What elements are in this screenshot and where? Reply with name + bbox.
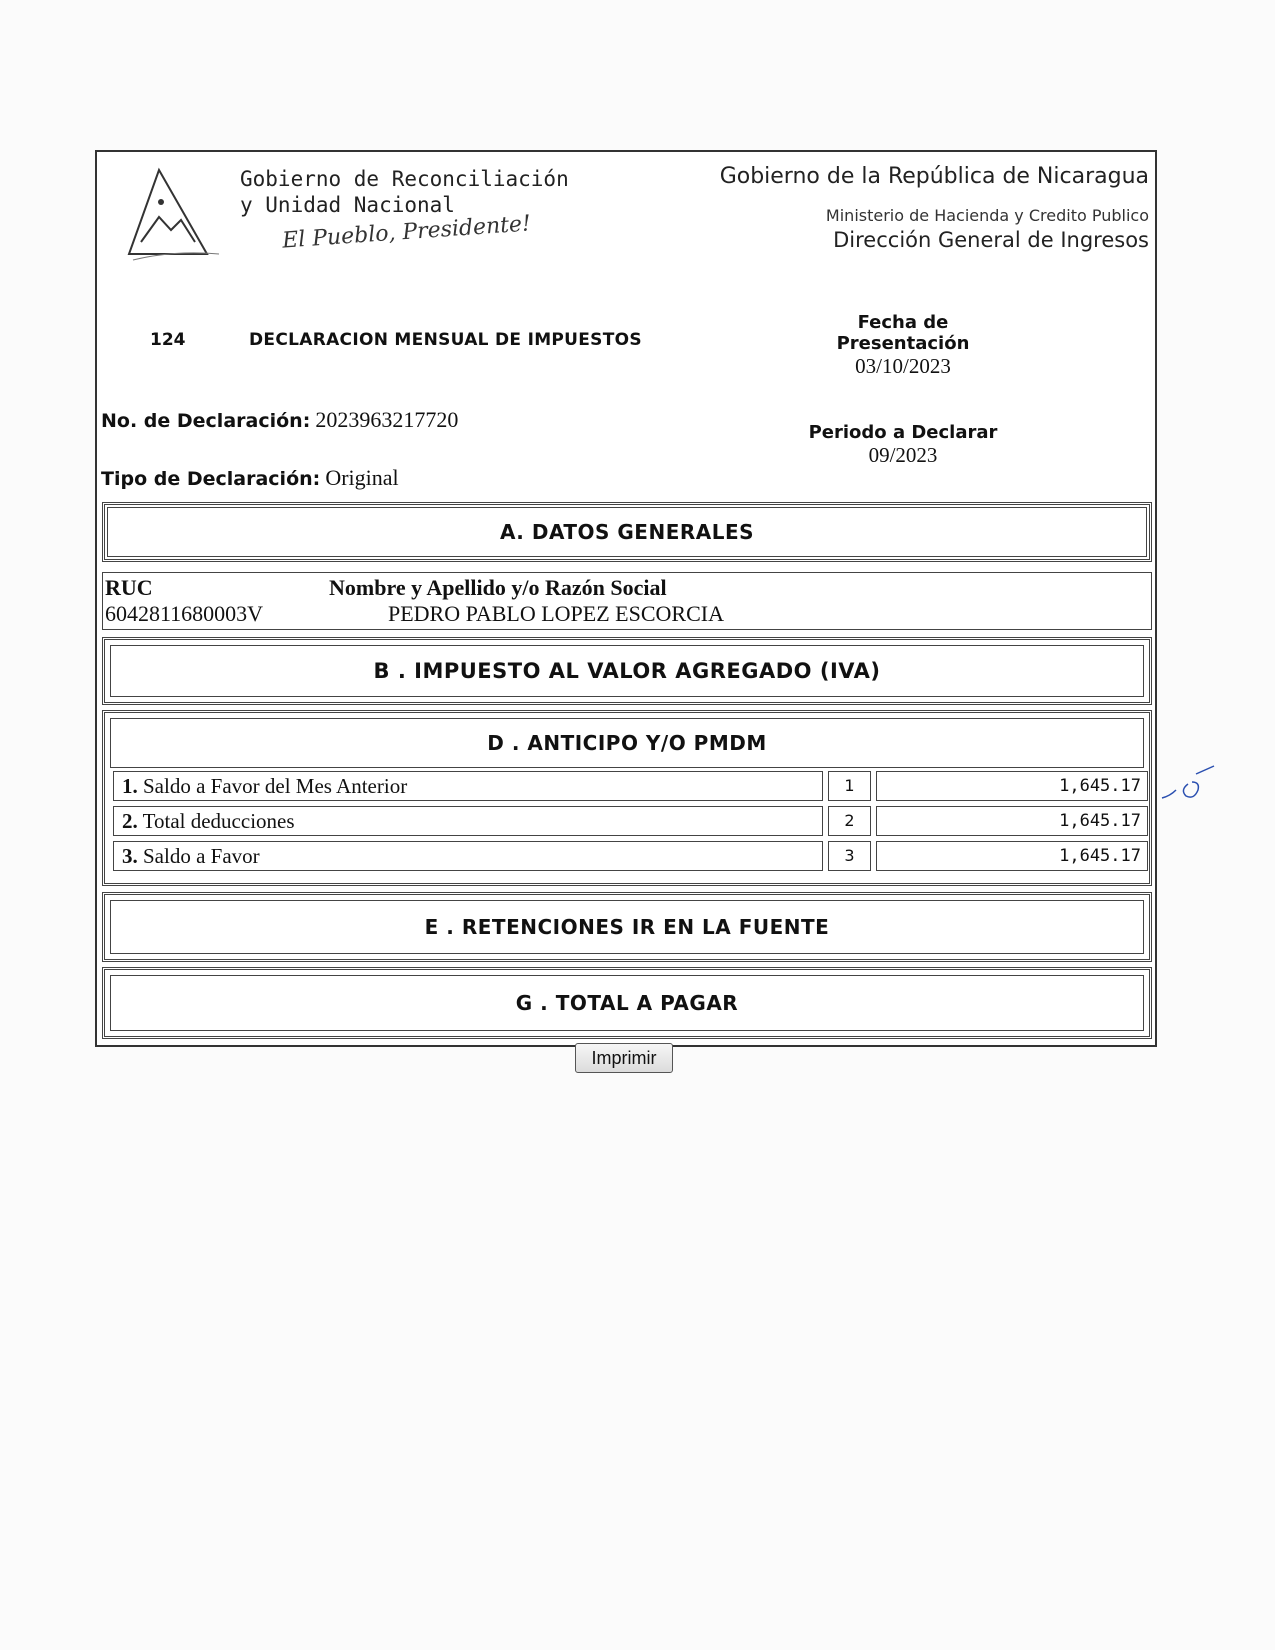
gov-left-line2: y Unidad Nacional bbox=[240, 193, 455, 217]
ruc-label: RUC bbox=[105, 575, 153, 600]
section-g bbox=[102, 967, 1152, 1039]
tipo-label: Tipo de Declaración: bbox=[101, 468, 321, 490]
row-amount: 1,645.17 bbox=[876, 841, 1148, 871]
table-row bbox=[113, 806, 1148, 836]
row-amount: 1,645.17 bbox=[876, 771, 1148, 801]
section-b bbox=[102, 637, 1152, 705]
section-g-title: G . TOTAL A PAGAR bbox=[110, 975, 1144, 1031]
no-declaracion-label: No. de Declaración: bbox=[101, 410, 311, 432]
pen-mark-icon bbox=[1160, 760, 1220, 810]
periodo-value: 09/2023 bbox=[868, 443, 938, 467]
section-b-title: B . IMPUESTO AL VALOR AGREGADO (IVA) bbox=[110, 645, 1144, 697]
section-d-title: D . ANTICIPO Y/O PMDM bbox=[110, 718, 1144, 768]
fecha-presentacion bbox=[797, 312, 1009, 379]
tax-declaration-form bbox=[95, 150, 1157, 1047]
form-title: DECLARACION MENSUAL DE IMPUESTOS bbox=[249, 330, 642, 350]
datos-generales bbox=[102, 572, 1152, 630]
tipo-declaracion bbox=[101, 465, 399, 491]
row-number: 2 bbox=[828, 806, 871, 836]
periodo-declarar bbox=[797, 422, 1009, 468]
no-declaracion bbox=[101, 407, 458, 433]
nombre-value: PEDRO PABLO LOPEZ ESCORCIA bbox=[388, 601, 724, 626]
row-label: 3. Saldo a Favor bbox=[113, 841, 823, 871]
row-amount: 1,645.17 bbox=[876, 806, 1148, 836]
row-label: 2. Total deducciones bbox=[113, 806, 823, 836]
row-number: 3 bbox=[828, 841, 871, 871]
section-e-title: E . RETENCIONES IR EN LA FUENTE bbox=[110, 900, 1144, 954]
slogan: El Pueblo, Presidente! bbox=[281, 211, 532, 254]
nombre-label: Nombre y Apellido y/o Razón Social bbox=[329, 575, 667, 600]
section-e bbox=[102, 892, 1152, 962]
table-row bbox=[113, 841, 1148, 871]
section-a-title: A. DATOS GENERALES bbox=[107, 507, 1147, 557]
government-logo-icon bbox=[119, 162, 229, 270]
form-number: 124 bbox=[150, 330, 186, 350]
section-d bbox=[102, 710, 1152, 886]
dgi-name: Dirección General de Ingresos bbox=[833, 228, 1149, 252]
table-row bbox=[113, 771, 1148, 801]
no-declaracion-value: 2023963217720 bbox=[315, 407, 459, 432]
gov-left-line1: Gobierno de Reconciliación bbox=[240, 167, 569, 191]
ministry-name: Ministerio de Hacienda y Credito Publico bbox=[825, 206, 1149, 225]
print-button[interactable]: Imprimir bbox=[575, 1043, 673, 1073]
row-number: 1 bbox=[828, 771, 871, 801]
gov-right-heading: Gobierno de la República de Nicaragua bbox=[719, 164, 1149, 189]
gov-left-heading bbox=[240, 166, 569, 218]
periodo-label: Periodo a Declarar bbox=[808, 422, 998, 443]
ruc-value: 6042811680003V bbox=[105, 601, 264, 626]
fecha-value: 03/10/2023 bbox=[855, 354, 951, 378]
row-label: 1. Saldo a Favor del Mes Anterior bbox=[113, 771, 823, 801]
tipo-value: Original bbox=[325, 465, 399, 490]
fecha-label: Fecha de Presentación bbox=[836, 312, 970, 354]
section-a bbox=[102, 502, 1152, 562]
